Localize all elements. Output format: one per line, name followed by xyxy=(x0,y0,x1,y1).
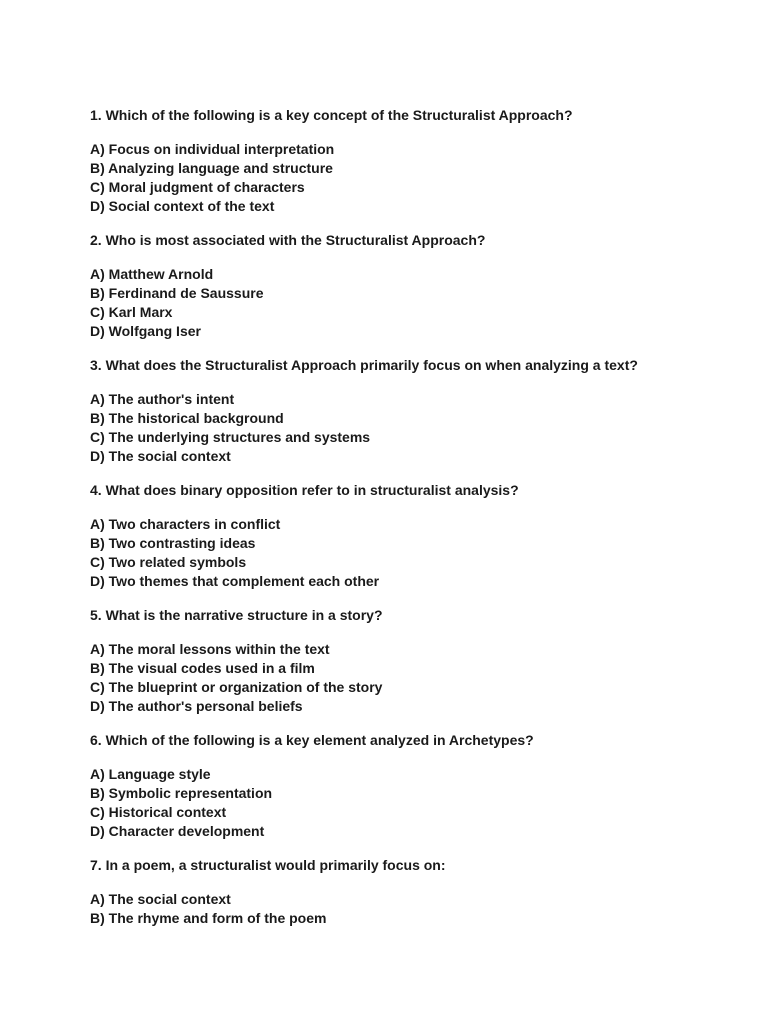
option-list xyxy=(90,640,740,716)
option-a: A) Language style xyxy=(90,766,211,782)
option-d: D) Wolfgang Iser xyxy=(90,323,201,339)
question-7 xyxy=(90,856,740,928)
option-b: B) The visual codes used in a film xyxy=(90,660,315,676)
option-d: D) Two themes that complement each other xyxy=(90,573,380,589)
option-c: C) Moral judgment of characters xyxy=(90,179,305,195)
option-a: A) Matthew Arnold xyxy=(90,266,214,282)
option-list xyxy=(90,765,740,841)
question-text: 3. What does the Structuralist Approach primarily focus on when analyzing a text? xyxy=(90,357,638,373)
option-b: B) The rhyme and form of the poem xyxy=(90,910,327,926)
question-text: 7. In a poem, a structuralist would primarily focus on: xyxy=(90,857,446,873)
option-d: D) The social context xyxy=(90,448,231,464)
option-a: A) Focus on individual interpretation xyxy=(90,141,335,157)
question-4 xyxy=(90,481,740,591)
option-c: C) Karl Marx xyxy=(90,304,173,320)
question-3 xyxy=(90,356,740,466)
option-c: C) The underlying structures and systems xyxy=(90,429,371,445)
question-text: 5. What is the narrative structure in a story? xyxy=(90,607,383,623)
question-text: 2. Who is most associated with the Structuralist Approach? xyxy=(90,232,486,248)
option-b: B) Symbolic representation xyxy=(90,785,273,801)
option-c: C) Two related symbols xyxy=(90,554,247,570)
option-c: C) Historical context xyxy=(90,804,227,820)
question-5 xyxy=(90,606,740,716)
document-page xyxy=(90,106,740,928)
option-c: C) The blueprint or organization of the story xyxy=(90,679,383,695)
option-d: D) Social context of the text xyxy=(90,198,275,214)
option-a: A) The moral lessons within the text xyxy=(90,641,330,657)
option-d: D) The author's personal beliefs xyxy=(90,698,303,714)
option-d: D) Character development xyxy=(90,823,265,839)
option-list xyxy=(90,890,740,928)
option-b: B) Ferdinand de Saussure xyxy=(90,285,264,301)
option-a: A) Two characters in conflict xyxy=(90,516,281,532)
option-list xyxy=(90,265,740,341)
question-text: 4. What does binary opposition refer to in structuralist analysis? xyxy=(90,482,519,498)
option-b: B) Analyzing language and structure xyxy=(90,160,333,176)
option-list xyxy=(90,515,740,591)
question-text: 1. Which of the following is a key concept of the Structuralist Approach? xyxy=(90,107,573,123)
question-text: 6. Which of the following is a key element analyzed in Archetypes? xyxy=(90,732,534,748)
option-list xyxy=(90,390,740,466)
option-a: A) The author's intent xyxy=(90,391,235,407)
option-list xyxy=(90,140,740,216)
option-a: A) The social context xyxy=(90,891,231,907)
option-b: B) Two contrasting ideas xyxy=(90,535,256,551)
question-2 xyxy=(90,231,740,341)
question-1 xyxy=(90,106,740,216)
question-6 xyxy=(90,731,740,841)
option-b: B) The historical background xyxy=(90,410,284,426)
